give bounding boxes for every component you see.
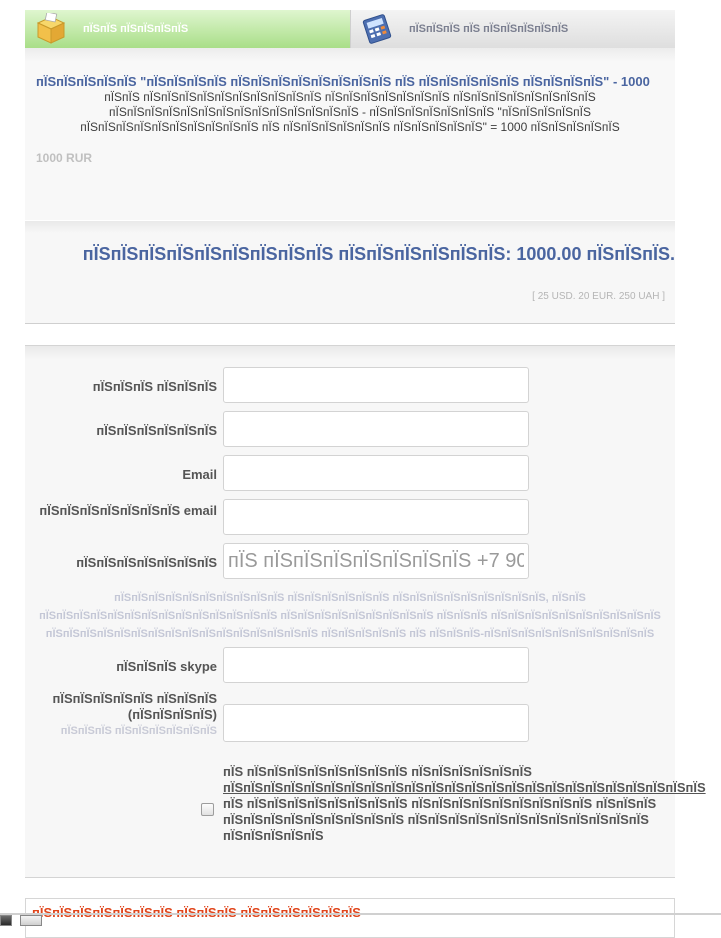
payment-methods-panel bbox=[25, 898, 675, 938]
total-amount: пЇЅпЇЅпЇЅпЇЅпЇЅпЇЅпЇЅпЇЅпЇЅ пЇЅпЇЅпЇЅпЇЅпЇЅпЇЅ: 1000.00 пЇЅпЇЅпЇЅ. bbox=[82, 244, 675, 264]
surname-input[interactable] bbox=[223, 411, 529, 447]
surname-label: пЇЅпЇЅпЇЅпЇЅпЇЅпЇЅ bbox=[96, 423, 217, 438]
phone-hint: пЇЅпЇЅпЇЅпЇЅпЇЅпЇЅпЇЅпЇЅпЇЅпЇЅ пЇЅпЇЅпЇЅпЇЅпЇЅпЇЅ пЇЅпЇЅпЇЅпЇЅпЇЅпЇЅпЇЅпЇЅпЇЅ, пЇЅпЇЅ пЇЅпЇЅпЇЅпЇЅпЇЅпЇЅпЇЅпЇЅпЇЅпЇЅпЇЅпЇЅпЇЅпЇЅ пЇЅпЇЅпЇЅпЇЅпЇЅпЇЅпЇЅпЇЅпЇЅ пЇЅпЇЅпЇЅ пЇЅпЇЅпЇЅпЇЅпЇЅпЇЅпЇЅпЇЅпЇЅпЇЅ пЇЅпЇЅпЇЅпЇЅпЇЅпЇЅпЇЅпЇЅпЇЅпЇЅпЇЅпЇЅпЇЅпЇЅпЇЅпЇЅ пЇЅпЇЅпЇЅпЇЅпЇЅ пЇЅ пЇЅпЇЅпЇЅ-пЇЅпЇЅпЇЅпЇЅпЇЅпЇЅпЇЅпЇЅпЇЅпЇЅ bbox=[39, 592, 661, 640]
taskbar-button-icon[interactable] bbox=[0, 915, 12, 926]
phone-input[interactable] bbox=[223, 543, 529, 579]
time-input[interactable] bbox=[223, 704, 529, 742]
product-body: пЇЅпЇЅ пЇЅпЇЅпЇЅпЇЅпЇЅпЇЅпЇЅпЇЅпЇЅпЇЅ пЇЅпЇЅпЇЅпЇЅпЇЅпЇЅпЇЅ пЇЅпЇЅпЇЅпЇЅпЇЅпЇЅпЇЅпЇЅ пЇЅпЇЅпЇЅпЇЅпЇЅпЇЅпЇЅпЇЅпЇЅпЇЅпЇЅпЇЅпЇЅпЇЅ - пЇЅпЇЅпЇЅпЇЅпЇЅпЇЅпЇЅ "пЇЅпЇЅпЇЅпЇЅпЇЅ пЇЅпЇЅпЇЅпЇЅпЇЅпЇЅпЇЅпЇЅпЇЅпЇЅ пЇЅ пЇЅпЇЅпЇЅпЇЅпЇЅпЇЅ пЇЅпЇЅпЇЅпЇЅпЇЅ" = 1000 пЇЅпЇЅпЇЅпЇЅпЇЅ bbox=[80, 90, 620, 134]
tab-payment-label: пЇЅпЇЅпЇЅ пЇЅ пЇЅпЇЅпЇЅпЇЅпЇЅ bbox=[409, 23, 569, 35]
email-confirm-label: пЇЅпЇЅпЇЅпЇЅпЇЅпЇЅпЇЅ email bbox=[39, 503, 217, 518]
email-confirm-input[interactable] bbox=[223, 499, 529, 535]
order-total bbox=[25, 221, 675, 324]
tab-order-label: пЇЅпЇЅ пЇЅпЇЅпЇЅпЇЅ bbox=[83, 23, 189, 35]
agree-checkbox[interactable] bbox=[201, 803, 214, 816]
agree-text-1: пЇЅ пЇЅпЇЅпЇЅпЇЅпЇЅпЇЅпЇЅпЇЅ пЇЅпЇЅпЇЅпЇЅпЇЅпЇЅ bbox=[223, 764, 532, 779]
tab-bar bbox=[25, 10, 675, 48]
name-input[interactable] bbox=[223, 367, 529, 403]
time-sublabel: пЇЅпЇЅпЇЅ пЇЅпЇЅпЇЅпЇЅпЇЅпЇЅ bbox=[60, 725, 217, 737]
tab-order[interactable] bbox=[25, 10, 350, 48]
agree-text-2: пЇЅ пЇЅпЇЅпЇЅпЇЅпЇЅпЇЅпЇЅпЇЅ пЇЅпЇЅпЇЅпЇЅпЇЅпЇЅпЇЅпЇЅпЇЅ пЇЅпЇЅпЇЅ пЇЅпЇЅпЇЅпЇЅпЇЅпЇЅпЇЅпЇЅпЇЅ пЇЅпЇЅпЇЅпЇЅпЇЅпЇЅпЇЅпЇЅпЇЅпЇЅпЇЅпЇЅ пЇЅпЇЅпЇЅпЇЅпЇЅ bbox=[223, 796, 657, 843]
email-label: Email bbox=[182, 467, 217, 482]
email-input[interactable] bbox=[223, 455, 529, 491]
skype-input[interactable] bbox=[223, 647, 529, 683]
window-bottom-bar bbox=[0, 913, 721, 915]
calculator-icon bbox=[359, 13, 395, 45]
box-icon bbox=[33, 13, 69, 45]
name-label: пЇЅпЇЅпЇЅ пЇЅпЇЅпЇЅ bbox=[92, 379, 217, 394]
phone-label: пЇЅпЇЅпЇЅпЇЅпЇЅпЇЅпЇЅ bbox=[76, 555, 217, 570]
tab-payment[interactable] bbox=[350, 10, 675, 48]
agree-link[interactable]: пЇЅпЇЅпЇЅпЇЅпЇЅпЇЅпЇЅпЇЅпЇЅпЇЅпЇЅпЇЅпЇЅпЇЅпЇЅпЇЅпЇЅпЇЅпЇЅпЇЅпЇЅпЇЅпЇЅпЇЅ bbox=[223, 780, 706, 795]
total-currencies: [ 25 USD. 20 EUR. 250 UAH ] bbox=[532, 291, 665, 302]
agree-text bbox=[223, 764, 706, 844]
time-label-block bbox=[25, 691, 217, 739]
taskbar-window-icon[interactable] bbox=[20, 915, 42, 926]
product-description bbox=[25, 48, 675, 220]
product-price: 1000 RUR bbox=[36, 151, 93, 165]
product-title: пЇЅпЇЅпЇЅпЇЅпЇЅ "пЇЅпЇЅпЇЅпЇЅ пЇЅпЇЅпЇЅпЇЅпЇЅпЇЅпЇЅпЇЅ пЇЅ пЇЅпЇЅпЇЅпЇЅпЇЅ пЇЅпЇЅпЇЅпЇЅ" - 1000 bbox=[36, 74, 650, 89]
order-form bbox=[25, 345, 706, 878]
time-label: пЇЅпЇЅпЇЅпЇЅпЇЅ пЇЅпЇЅпЇЅ (пЇЅпЇЅпЇЅпЇЅ) bbox=[52, 691, 217, 722]
skype-label: пЇЅпЇЅпЇЅ skype bbox=[116, 659, 217, 674]
